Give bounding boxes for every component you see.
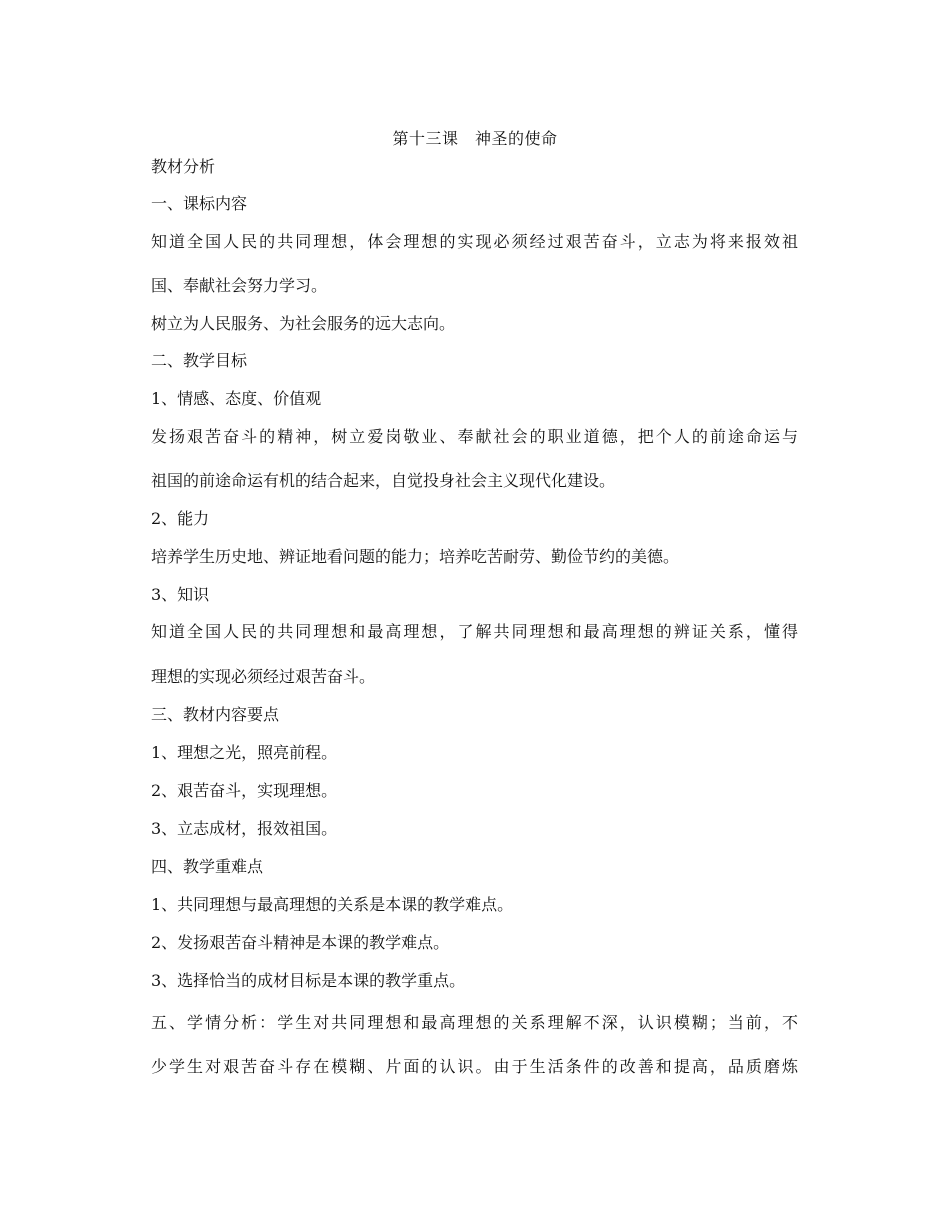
paragraph-line: 理想的实现必须经过艰苦奋斗。 [151,667,376,686]
heading-key-difficult-points: 四、教学重难点 [151,857,264,876]
paragraph-line: 祖国的前途命运有机的结合起来，自觉投身社会主义现代化建设。 [151,471,616,490]
paragraph-line: 五、学情分析：学生对共同理想和最高理想的关系理解不深，认识模糊；当前，不 [151,1013,798,1032]
list-item: 3、选择恰当的成材目标是本课的教学重点。 [151,971,466,990]
subheading-emotion-attitude-values: 1、情感、态度、价值观 [151,389,322,408]
heading-teaching-goals: 二、教学目标 [151,351,248,370]
list-item: 3、立志成材，报效祖国。 [151,819,338,838]
paragraph-line: 知道全国人民的共同理想和最高理想，了解共同理想和最高理想的辨证关系，懂得 [151,622,798,641]
document-title: 第十三课 神圣的使命 [392,129,558,148]
paragraph-line: 知道全国人民的共同理想，体会理想的实现必须经过艰苦奋斗，立志为将来报效祖 [151,232,798,251]
heading-curriculum-content: 一、课标内容 [151,194,248,213]
list-item: 1、理想之光，照亮前程。 [151,743,338,762]
paragraph-line: 树立为人民服务、为社会服务的远大志向。 [151,314,456,333]
paragraph-line: 培养学生历史地、辨证地看问题的能力；培养吃苦耐劳、勤俭节约的美德。 [151,547,680,566]
heading-textbook-key-points: 三、教材内容要点 [151,705,280,724]
list-item: 1、共同理想与最高理想的关系是本课的教学难点。 [151,895,514,914]
paragraph-line: 少学生对艰苦奋斗存在模糊、片面的认识。由于生活条件的改善和提高，品质磨炼 [151,1057,798,1076]
subheading-knowledge: 3、知识 [151,585,210,604]
heading-textbook-analysis: 教材分析 [151,157,216,176]
subheading-ability: 2、能力 [151,509,210,528]
paragraph-line: 发扬艰苦奋斗的精神，树立爱岗敬业、奉献社会的职业道德，把个人的前途命运与 [151,427,798,446]
list-item: 2、发扬艰苦奋斗精神是本课的教学难点。 [151,933,450,952]
paragraph-line: 国、奉献社会努力学习。 [151,276,328,295]
list-item: 2、艰苦奋斗，实现理想。 [151,781,338,800]
